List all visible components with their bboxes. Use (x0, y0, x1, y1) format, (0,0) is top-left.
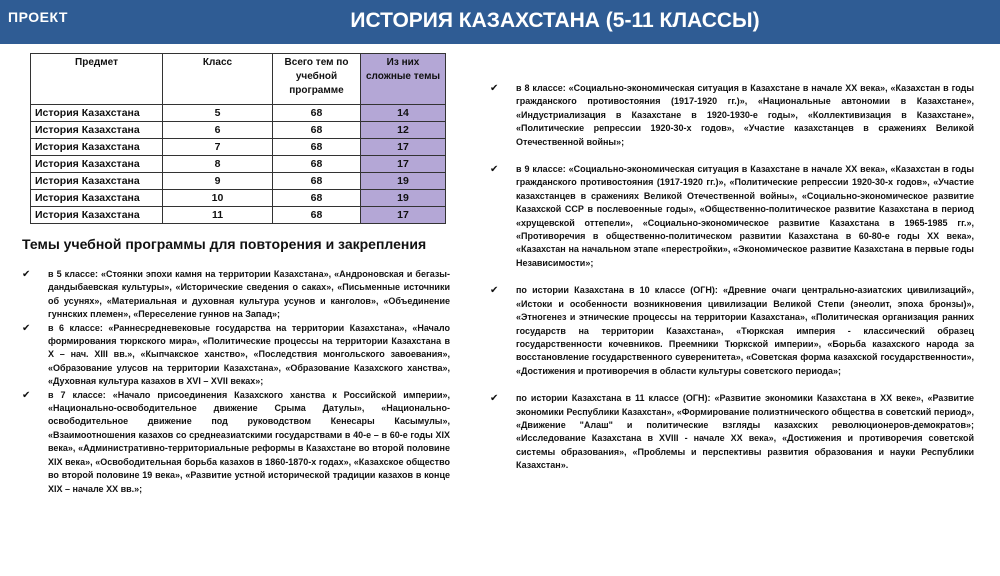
total-topics-cell: 68 (273, 207, 361, 224)
topic-text: в 9 классе: «Социально-экономическая ситуация в Казахстане в начале XX века», «Казахстан в годы гражданского противостояния (1917-1920 гг.)», «Политические репрессии 1920-30-х годов», «Участие казахстанцев в сражениях Великой Отечественной войны», «Социально-экономическое развитие Казахской ССР в послевоенные годы», «Общественно-политическое развитие Казахстана в период «хрущевской оттепели», «Социально-экономическое развитие Казахстана в 1965-1985 гг.», «Противоречия в общественно-политическом развитии Казахстана в 60-80-е годы XX века», «Казахстан на начальном этапе «перестройки», «Экономическое развитие Казахстана в первые годы Независимости»; (516, 164, 974, 268)
grade-cell: 9 (163, 173, 273, 190)
hard-topics-cell: 19 (361, 173, 446, 190)
topic-list-item (22, 322, 450, 389)
checkmark-icon: ✔ (490, 393, 499, 405)
checkmark-icon: ✔ (22, 389, 31, 401)
grade-cell: 8 (163, 156, 273, 173)
subject-cell: История Казахстана (31, 156, 163, 173)
grade-cell: 7 (163, 139, 273, 156)
checkmark-icon: ✔ (490, 83, 499, 94)
total-topics-cell: 68 (273, 105, 361, 122)
grade-cell: 6 (163, 122, 273, 139)
table-row (31, 190, 446, 207)
subject-cell: История Казахстана (31, 122, 163, 139)
checkmark-icon: ✔ (490, 285, 499, 297)
total-topics-cell: 68 (273, 139, 361, 156)
header-hard-topics: Из них сложные темы (361, 54, 446, 105)
subject-cell: История Казахстана (31, 173, 163, 190)
topics-list-left (22, 268, 450, 496)
table-row (31, 156, 446, 173)
checkmark-icon: ✔ (22, 269, 31, 280)
grade-cell: 5 (163, 105, 273, 122)
topic-list-item (490, 284, 974, 378)
subject-cell: История Казахстана (31, 105, 163, 122)
project-tag: ПРОЕКТ (8, 9, 68, 25)
total-topics-cell: 68 (273, 190, 361, 207)
topic-list-item (490, 163, 974, 270)
header-grade: Класс (163, 54, 273, 105)
table-row (31, 139, 446, 156)
topic-list-item (490, 82, 974, 149)
subject-cell: История Казахстана (31, 139, 163, 156)
topic-text: по истории Казахстана в 10 классе (ОГН): «Древние очаги центрально-азиатских цивилизаций», «Истоки и особенности возникновения цивилизации Великой Степи (энеолит, эпоха бронзы)», «Этногенез и этнические процессы на территории Казахстана», «Политическая организация ранних государств на территории Казахстана», «Тюркская империя - классический образец государственности кочевников. Преемники Тюркской империи», «Борьба казахского народа за восстановление государственного суверенитета», «Советская форма казахской государственности», «Достижения и противоречия в области культуры советского периода»; (516, 285, 974, 376)
hard-topics-cell: 17 (361, 207, 446, 224)
topic-text: в 8 классе: «Социально-экономическая ситуация в Казахстане в начале XX века», «Казахстан в годы гражданского противостояния (1917-1920 гг.)», «Национальные автономии в Казахстане», «Индустриализация в Казахстане в 1920-1930-е годы», «Коллективизация в Казахстане», «Политические репрессии 1920-30-х годов», «Участие казахстанцев в сражениях Великой Отечественной войны»; (516, 83, 974, 147)
topic-text: по истории Казахстана в 11 классе (ОГН): «Развитие экономики Казахстана в XX веке», «Развитие экономики Республики Казахстан», «Формирование полиэтнического общества в советский период», «Движение "Алаш" и политические взгляды казахских революционеров-демократов»; «Исследование Казахстана в XVIII - начале XX века», «Достижения и противоречия советской системы образования», «Проблемы и перспективы развития образования и науки Республики Казахстан». (516, 393, 974, 471)
subject-cell: История Казахстана (31, 207, 163, 224)
total-topics-cell: 68 (273, 122, 361, 139)
grade-cell: 11 (163, 207, 273, 224)
topic-text: в 6 классе: «Раннесредневековые государства на территории Казахстана», «Начало формирования тюркского мира», «Политические процессы на территории Казахстана в X – нач. XIII вв.», «Кыпчакское ханство», «Последствия монгольского завоевания», «Образование улусов на территории Казахстана», «Образование Казахского ханства», «Духовная культура казахов в XVI – XVII веках»; (48, 322, 450, 387)
topic-text: в 5 классе: «Стоянки эпохи камня на территории Казахстана», «Андроновская и бегазы-дандыбаевская культуры», «Исторические сведения о саках», «Письменные источники об усунях», «Материальная и духовная культура усунов и канголов», «Объединение гуннских племен», «Переселение гуннов на Запад»; (48, 269, 450, 320)
grade-cell: 10 (163, 190, 273, 207)
checkmark-icon: ✔ (22, 322, 31, 334)
table-row (31, 122, 446, 139)
header-bar (0, 0, 1000, 44)
hard-topics-cell: 14 (361, 105, 446, 122)
table-header-row (31, 54, 446, 105)
header-subject: Предмет (31, 54, 163, 105)
hard-topics-cell: 17 (361, 156, 446, 173)
topics-table (30, 53, 446, 224)
topics-list-right (490, 82, 974, 487)
hard-topics-cell: 12 (361, 122, 446, 139)
topic-list-item (22, 389, 450, 496)
page-title: ИСТОРИЯ КАЗАХСТАНА (5-11 КЛАССЫ) (350, 9, 760, 32)
total-topics-cell: 68 (273, 173, 361, 190)
subject-cell: История Казахстана (31, 190, 163, 207)
table-row (31, 207, 446, 224)
topic-text: в 7 классе: «Начало присоединения Казахского ханства к Российской империи», «Национально-освободительное движение Срыма Датулы», «Национально-освободительное движение под руководством Кенесары Касымулы», «Взаимоотношения казахов со среднеазиатскими государствами в 40-е – в 60-е годы XIX века», «Административно-территориальные реформы в Казахстане во второй половине XIX века», «Освободительная борьба казахов в 1860-1870-х годах», «Казахское общество во второй половине 19 века», «Развитие устной исторической традиции казахов в конце XIX – начале XX вв.»; (48, 389, 450, 494)
header-total-topics: Всего тем по учебной программе (273, 54, 361, 105)
topic-list-item (22, 268, 450, 322)
topic-list-item (490, 392, 974, 472)
table-row (31, 105, 446, 122)
section-heading: Темы учебной программы для повторения и закрепления (22, 236, 427, 252)
table-row (31, 173, 446, 190)
checkmark-icon: ✔ (490, 164, 499, 176)
hard-topics-cell: 17 (361, 139, 446, 156)
hard-topics-cell: 19 (361, 190, 446, 207)
total-topics-cell: 68 (273, 156, 361, 173)
